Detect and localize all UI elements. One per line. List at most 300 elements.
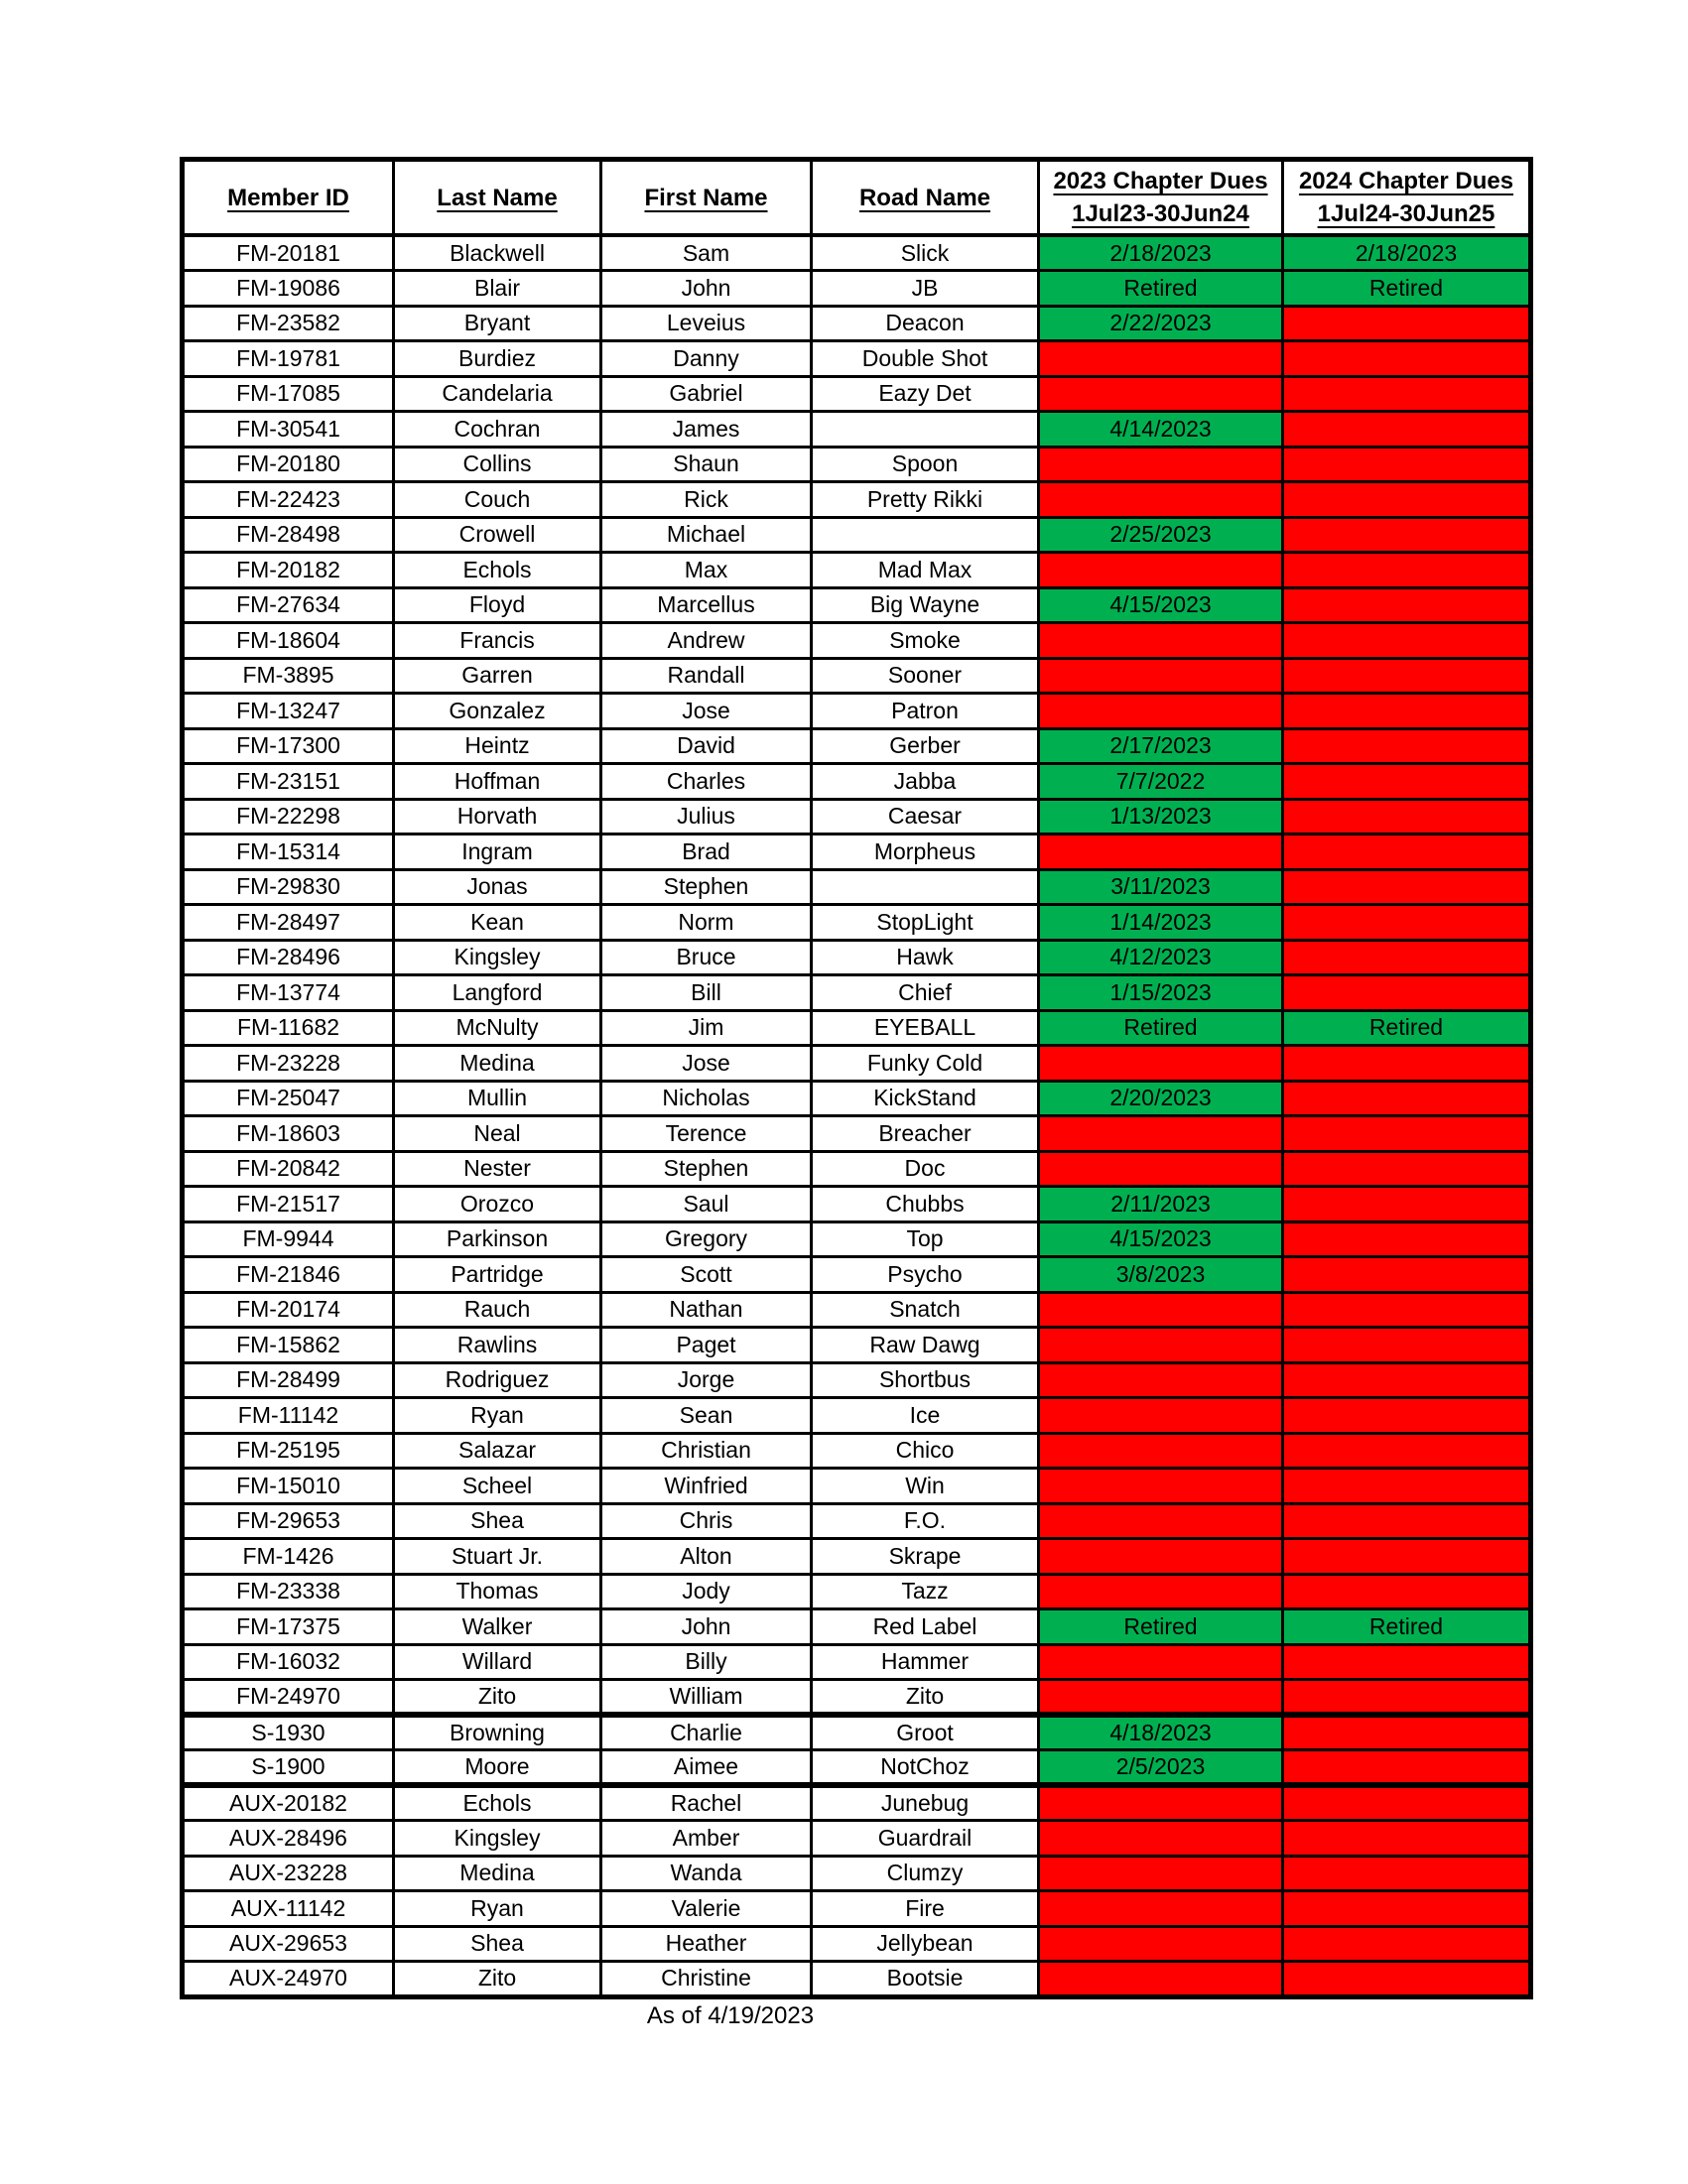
road-name-cell: Bootsie [812, 1962, 1039, 1997]
member-row [183, 1362, 1531, 1398]
member-row [183, 1891, 1531, 1927]
member-id-cell: AUX-23228 [183, 1856, 394, 1891]
dues-2024-unpaid-cell [1283, 1362, 1531, 1398]
member-row [183, 306, 1531, 341]
last-name-cell: Echols [394, 1785, 601, 1821]
member-id-cell: FM-18603 [183, 1116, 394, 1152]
last-name-cell: Cochran [394, 412, 601, 448]
member-row [183, 1503, 1531, 1539]
member-row [183, 1292, 1531, 1328]
col-header-sublabel: 1Jul24-30Jun25 [1317, 200, 1495, 227]
dues-2024-unpaid-cell [1283, 412, 1531, 448]
last-name-cell: Walker [394, 1609, 601, 1645]
member-row [183, 940, 1531, 975]
member-row [183, 412, 1531, 448]
last-name-cell: Parkinson [394, 1221, 601, 1257]
first-name-cell: Danny [601, 341, 812, 377]
first-name-cell: Norm [601, 905, 812, 941]
road-name-cell: Hawk [812, 940, 1039, 975]
road-name-cell: Slick [812, 235, 1039, 271]
member-row [183, 1398, 1531, 1434]
member-id-cell: FM-17085 [183, 376, 394, 412]
first-name-cell: Charles [601, 764, 812, 800]
road-name-cell: Clumzy [812, 1856, 1039, 1891]
last-name-cell: Ingram [394, 835, 601, 870]
member-id-cell: FM-30541 [183, 412, 394, 448]
dues-2023-unpaid-cell [1039, 376, 1283, 412]
member-row [183, 271, 1531, 307]
member-row [183, 1539, 1531, 1575]
dues-2024-paid-cell: Retired [1283, 1609, 1531, 1645]
header-row [183, 160, 1531, 236]
dues-2023-paid-cell: 4/12/2023 [1039, 940, 1283, 975]
dues-2023-unpaid-cell [1039, 1644, 1283, 1680]
member-row [183, 1081, 1531, 1116]
first-name-cell: Scott [601, 1257, 812, 1293]
dues-2024-unpaid-cell [1283, 975, 1531, 1011]
last-name-cell: Ryan [394, 1891, 601, 1927]
last-name-cell: Floyd [394, 587, 601, 623]
first-name-cell: Jody [601, 1574, 812, 1609]
member-row [183, 658, 1531, 694]
member-row [183, 1750, 1531, 1786]
dues-2023-unpaid-cell [1039, 1574, 1283, 1609]
dues-2023-unpaid-cell [1039, 553, 1283, 588]
member-id-cell: FM-13247 [183, 694, 394, 729]
first-name-cell: Stephen [601, 1151, 812, 1187]
first-name-cell: John [601, 271, 812, 307]
dues-2024-unpaid-cell [1283, 623, 1531, 659]
last-name-cell: Nester [394, 1151, 601, 1187]
member-row [183, 1680, 1531, 1716]
road-name-cell: NotChoz [812, 1750, 1039, 1786]
col-header-label: 2024 Chapter Dues [1298, 168, 1514, 194]
dues-2024-unpaid-cell [1283, 1046, 1531, 1082]
last-name-cell: Hoffman [394, 764, 601, 800]
col-header-label: 2023 Chapter Dues [1053, 168, 1268, 194]
last-name-cell: Salazar [394, 1433, 601, 1469]
col-header-label: Road Name [858, 184, 991, 211]
member-row [183, 1010, 1531, 1046]
member-row [183, 975, 1531, 1011]
dues-2024-paid-cell: 2/18/2023 [1283, 235, 1531, 271]
dues-2024-unpaid-cell [1283, 1503, 1531, 1539]
member-row [183, 1187, 1531, 1222]
first-name-cell: Alton [601, 1539, 812, 1575]
first-name-cell: Paget [601, 1328, 812, 1363]
dues-2023-unpaid-cell [1039, 1785, 1283, 1821]
member-row [183, 905, 1531, 941]
first-name-cell: Rachel [601, 1785, 812, 1821]
dues-2023-unpaid-cell [1039, 482, 1283, 518]
member-id-cell: FM-20842 [183, 1151, 394, 1187]
member-row [183, 341, 1531, 377]
first-name-cell: David [601, 728, 812, 764]
member-row [183, 728, 1531, 764]
col-header-dues-2023 [1039, 160, 1283, 236]
road-name-cell [812, 412, 1039, 448]
member-id-cell: FM-27634 [183, 587, 394, 623]
member-row [183, 835, 1531, 870]
member-id-cell: AUX-20182 [183, 1785, 394, 1821]
member-row [183, 376, 1531, 412]
col-header-dues-2024 [1283, 160, 1531, 236]
dues-2023-paid-cell: 2/22/2023 [1039, 306, 1283, 341]
member-row [183, 1328, 1531, 1363]
dues-2024-unpaid-cell [1283, 1926, 1531, 1962]
road-name-cell [812, 869, 1039, 905]
first-name-cell: Leveius [601, 306, 812, 341]
member-id-cell: FM-15862 [183, 1328, 394, 1363]
road-name-cell: Mad Max [812, 553, 1039, 588]
first-name-cell: Heather [601, 1926, 812, 1962]
member-row [183, 587, 1531, 623]
last-name-cell: Jonas [394, 869, 601, 905]
member-id-cell: AUX-29653 [183, 1926, 394, 1962]
member-row [183, 1116, 1531, 1152]
membership-dues-table [180, 157, 1533, 1999]
member-row [183, 1221, 1531, 1257]
dues-2023-unpaid-cell [1039, 1328, 1283, 1363]
dues-2024-unpaid-cell [1283, 764, 1531, 800]
first-name-cell: William [601, 1680, 812, 1716]
member-id-cell: FM-13774 [183, 975, 394, 1011]
last-name-cell: Horvath [394, 799, 601, 835]
dues-2023-unpaid-cell [1039, 1539, 1283, 1575]
road-name-cell: Snatch [812, 1292, 1039, 1328]
member-id-cell: FM-18604 [183, 623, 394, 659]
member-id-cell: FM-24970 [183, 1680, 394, 1716]
road-name-cell: Ice [812, 1398, 1039, 1434]
first-name-cell: Nicholas [601, 1081, 812, 1116]
member-id-cell: FM-1426 [183, 1539, 394, 1575]
dues-2024-unpaid-cell [1283, 1785, 1531, 1821]
dues-2023-unpaid-cell [1039, 1046, 1283, 1082]
road-name-cell: Chubbs [812, 1187, 1039, 1222]
member-row [183, 623, 1531, 659]
dues-2023-paid-cell: 2/11/2023 [1039, 1187, 1283, 1222]
member-row [183, 1151, 1531, 1187]
dues-2024-unpaid-cell [1283, 306, 1531, 341]
first-name-cell: Marcellus [601, 587, 812, 623]
first-name-cell: Sean [601, 1398, 812, 1434]
member-row [183, 1644, 1531, 1680]
dues-2023-paid-cell: 1/15/2023 [1039, 975, 1283, 1011]
dues-2024-unpaid-cell [1283, 1891, 1531, 1927]
col-header-first-name [601, 160, 812, 236]
last-name-cell: Mullin [394, 1081, 601, 1116]
dues-2024-unpaid-cell [1283, 1257, 1531, 1293]
road-name-cell: F.O. [812, 1503, 1039, 1539]
dues-2024-unpaid-cell [1283, 1539, 1531, 1575]
dues-2023-paid-cell: Retired [1039, 1010, 1283, 1046]
member-id-cell: FM-21846 [183, 1257, 394, 1293]
last-name-cell: Kingsley [394, 940, 601, 975]
dues-2023-unpaid-cell [1039, 1151, 1283, 1187]
dues-2023-unpaid-cell [1039, 447, 1283, 482]
dues-2024-unpaid-cell [1283, 869, 1531, 905]
road-name-cell: Smoke [812, 623, 1039, 659]
road-name-cell: Shortbus [812, 1362, 1039, 1398]
dues-2024-unpaid-cell [1283, 1750, 1531, 1786]
first-name-cell: Brad [601, 835, 812, 870]
road-name-cell: JB [812, 271, 1039, 307]
road-name-cell: KickStand [812, 1081, 1039, 1116]
dues-2023-unpaid-cell [1039, 1362, 1283, 1398]
member-row [183, 1821, 1531, 1857]
member-id-cell: FM-29653 [183, 1503, 394, 1539]
dues-2024-unpaid-cell [1283, 905, 1531, 941]
member-id-cell: FM-23228 [183, 1046, 394, 1082]
member-row [183, 1962, 1531, 1997]
last-name-cell: Blair [394, 271, 601, 307]
road-name-cell: Top [812, 1221, 1039, 1257]
first-name-cell: Jim [601, 1010, 812, 1046]
dues-2024-unpaid-cell [1283, 1644, 1531, 1680]
last-name-cell: Shea [394, 1503, 601, 1539]
member-row [183, 1469, 1531, 1504]
dues-2024-unpaid-cell [1283, 553, 1531, 588]
first-name-cell: James [601, 412, 812, 448]
dues-2024-unpaid-cell [1283, 1151, 1531, 1187]
dues-2023-unpaid-cell [1039, 1962, 1283, 1997]
dues-2023-paid-cell: 3/8/2023 [1039, 1257, 1283, 1293]
dues-2024-unpaid-cell [1283, 940, 1531, 975]
last-name-cell: Echols [394, 553, 601, 588]
last-name-cell: Rodriguez [394, 1362, 601, 1398]
dues-2024-unpaid-cell [1283, 1398, 1531, 1434]
first-name-cell: Charlie [601, 1715, 812, 1750]
dues-2023-unpaid-cell [1039, 694, 1283, 729]
dues-2023-paid-cell: 1/14/2023 [1039, 905, 1283, 941]
dues-2024-paid-cell: Retired [1283, 1010, 1531, 1046]
last-name-cell: Langford [394, 975, 601, 1011]
member-id-cell: FM-19781 [183, 341, 394, 377]
member-row [183, 764, 1531, 800]
road-name-cell: Groot [812, 1715, 1039, 1750]
dues-2024-unpaid-cell [1283, 1680, 1531, 1716]
dues-2023-paid-cell: 4/14/2023 [1039, 412, 1283, 448]
road-name-cell: Spoon [812, 447, 1039, 482]
member-id-cell: FM-23338 [183, 1574, 394, 1609]
member-row [183, 482, 1531, 518]
dues-2024-unpaid-cell [1283, 1469, 1531, 1504]
first-name-cell: Randall [601, 658, 812, 694]
member-id-cell: AUX-11142 [183, 1891, 394, 1927]
member-row [183, 1574, 1531, 1609]
road-name-cell: Eazy Det [812, 376, 1039, 412]
first-name-cell: Bruce [601, 940, 812, 975]
road-name-cell: Funky Cold [812, 1046, 1039, 1082]
member-id-cell: FM-29830 [183, 869, 394, 905]
road-name-cell: Tazz [812, 1574, 1039, 1609]
last-name-cell: Zito [394, 1962, 601, 1997]
dues-2024-unpaid-cell [1283, 341, 1531, 377]
dues-2023-unpaid-cell [1039, 1891, 1283, 1927]
member-row [183, 1785, 1531, 1821]
last-name-cell: Candelaria [394, 376, 601, 412]
col-header-last-name [394, 160, 601, 236]
last-name-cell: Ryan [394, 1398, 601, 1434]
dues-2024-unpaid-cell [1283, 1328, 1531, 1363]
member-row [183, 869, 1531, 905]
dues-sheet [180, 157, 1533, 1999]
dues-2024-unpaid-cell [1283, 376, 1531, 412]
member-id-cell: AUX-24970 [183, 1962, 394, 1997]
dues-2024-unpaid-cell [1283, 1574, 1531, 1609]
col-header-label: Member ID [227, 184, 349, 211]
member-id-cell: FM-20182 [183, 553, 394, 588]
member-id-cell: FM-21517 [183, 1187, 394, 1222]
road-name-cell: Raw Dawg [812, 1328, 1039, 1363]
road-name-cell: Doc [812, 1151, 1039, 1187]
first-name-cell: Jose [601, 694, 812, 729]
dues-2023-unpaid-cell [1039, 1116, 1283, 1152]
road-name-cell: Patron [812, 694, 1039, 729]
col-header-member-id [183, 160, 394, 236]
last-name-cell: Kingsley [394, 1821, 601, 1857]
dues-2024-unpaid-cell [1283, 1187, 1531, 1222]
dues-2023-paid-cell: 4/15/2023 [1039, 1221, 1283, 1257]
road-name-cell: Gerber [812, 728, 1039, 764]
dues-2024-unpaid-cell [1283, 694, 1531, 729]
member-row [183, 1856, 1531, 1891]
dues-2023-unpaid-cell [1039, 1856, 1283, 1891]
first-name-cell: Gabriel [601, 376, 812, 412]
member-row [183, 1609, 1531, 1645]
member-id-cell: FM-17300 [183, 728, 394, 764]
dues-2024-unpaid-cell [1283, 835, 1531, 870]
last-name-cell: Kean [394, 905, 601, 941]
member-id-cell: FM-25195 [183, 1433, 394, 1469]
last-name-cell: Orozco [394, 1187, 601, 1222]
first-name-cell: Jorge [601, 1362, 812, 1398]
road-name-cell: Jellybean [812, 1926, 1039, 1962]
member-id-cell: FM-25047 [183, 1081, 394, 1116]
road-name-cell: Sooner [812, 658, 1039, 694]
dues-2024-unpaid-cell [1283, 587, 1531, 623]
road-name-cell: Guardrail [812, 1821, 1039, 1857]
last-name-cell: Bryant [394, 306, 601, 341]
first-name-cell: Christine [601, 1962, 812, 1997]
col-header-label: Last Name [437, 184, 558, 211]
first-name-cell: Julius [601, 799, 812, 835]
dues-2023-paid-cell: 4/18/2023 [1039, 1715, 1283, 1750]
member-id-cell: FM-20180 [183, 447, 394, 482]
road-name-cell: Breacher [812, 1116, 1039, 1152]
road-name-cell: Pretty Rikki [812, 482, 1039, 518]
first-name-cell: Billy [601, 1644, 812, 1680]
last-name-cell: Heintz [394, 728, 601, 764]
member-id-cell: FM-22423 [183, 482, 394, 518]
dues-2023-unpaid-cell [1039, 341, 1283, 377]
dues-2024-unpaid-cell [1283, 1715, 1531, 1750]
first-name-cell: Gregory [601, 1221, 812, 1257]
last-name-cell: Zito [394, 1680, 601, 1716]
first-name-cell: Winfried [601, 1469, 812, 1504]
member-row [183, 1433, 1531, 1469]
road-name-cell: Chief [812, 975, 1039, 1011]
last-name-cell: Rauch [394, 1292, 601, 1328]
last-name-cell: Blackwell [394, 235, 601, 271]
road-name-cell: StopLight [812, 905, 1039, 941]
dues-2023-unpaid-cell [1039, 1821, 1283, 1857]
col-header-road-name [812, 160, 1039, 236]
member-id-cell: S-1930 [183, 1715, 394, 1750]
member-row [183, 1926, 1531, 1962]
dues-2024-unpaid-cell [1283, 1856, 1531, 1891]
member-row [183, 1046, 1531, 1082]
first-name-cell: Saul [601, 1187, 812, 1222]
road-name-cell: Junebug [812, 1785, 1039, 1821]
road-name-cell: Zito [812, 1680, 1039, 1716]
dues-2024-unpaid-cell [1283, 1081, 1531, 1116]
dues-2023-unpaid-cell [1039, 1433, 1283, 1469]
member-id-cell: FM-20174 [183, 1292, 394, 1328]
last-name-cell: Rawlins [394, 1328, 601, 1363]
dues-2023-paid-cell: 3/11/2023 [1039, 869, 1283, 905]
road-name-cell: Deacon [812, 306, 1039, 341]
member-row [183, 517, 1531, 553]
dues-2023-paid-cell: 2/5/2023 [1039, 1750, 1283, 1786]
dues-2024-unpaid-cell [1283, 728, 1531, 764]
road-name-cell: Skrape [812, 1539, 1039, 1575]
dues-2024-unpaid-cell [1283, 658, 1531, 694]
member-id-cell: FM-19086 [183, 271, 394, 307]
last-name-cell: Medina [394, 1046, 601, 1082]
first-name-cell: John [601, 1609, 812, 1645]
last-name-cell: Couch [394, 482, 601, 518]
last-name-cell: Collins [394, 447, 601, 482]
dues-2024-unpaid-cell [1283, 1821, 1531, 1857]
member-row [183, 447, 1531, 482]
member-id-cell: FM-28497 [183, 905, 394, 941]
road-name-cell: Hammer [812, 1644, 1039, 1680]
member-row [183, 799, 1531, 835]
member-id-cell: FM-15314 [183, 835, 394, 870]
last-name-cell: Thomas [394, 1574, 601, 1609]
dues-2023-paid-cell: 1/13/2023 [1039, 799, 1283, 835]
first-name-cell: Terence [601, 1116, 812, 1152]
road-name-cell: Win [812, 1469, 1039, 1504]
dues-2023-unpaid-cell [1039, 623, 1283, 659]
dues-2023-paid-cell: Retired [1039, 1609, 1283, 1645]
member-id-cell: S-1900 [183, 1750, 394, 1786]
member-row [183, 235, 1531, 271]
first-name-cell: Wanda [601, 1856, 812, 1891]
last-name-cell: Francis [394, 623, 601, 659]
dues-2023-paid-cell: 2/25/2023 [1039, 517, 1283, 553]
dues-2023-unpaid-cell [1039, 1926, 1283, 1962]
dues-2023-paid-cell: 4/15/2023 [1039, 587, 1283, 623]
dues-2024-unpaid-cell [1283, 1221, 1531, 1257]
first-name-cell: Sam [601, 235, 812, 271]
dues-2023-unpaid-cell [1039, 1503, 1283, 1539]
last-name-cell: Garren [394, 658, 601, 694]
as-of-date-note: As of 4/19/2023 [646, 2002, 815, 2029]
first-name-cell: Max [601, 553, 812, 588]
last-name-cell: Shea [394, 1926, 601, 1962]
last-name-cell: Scheel [394, 1469, 601, 1504]
road-name-cell [812, 517, 1039, 553]
first-name-cell: Chris [601, 1503, 812, 1539]
dues-2024-unpaid-cell [1283, 447, 1531, 482]
dues-2024-unpaid-cell [1283, 1433, 1531, 1469]
member-id-cell: FM-20181 [183, 235, 394, 271]
dues-2023-paid-cell: 7/7/2022 [1039, 764, 1283, 800]
dues-2023-paid-cell: Retired [1039, 271, 1283, 307]
first-name-cell: Andrew [601, 623, 812, 659]
